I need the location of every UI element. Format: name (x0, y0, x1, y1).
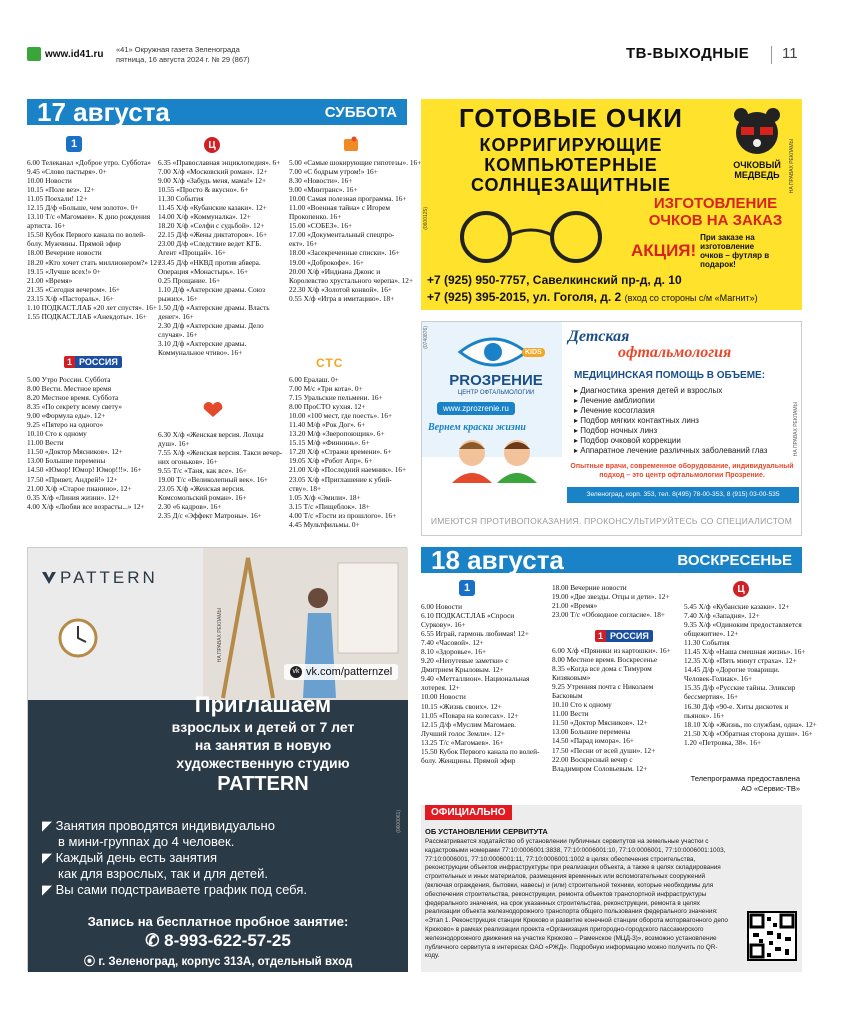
pattern-logo-icon (42, 572, 56, 584)
clinic-ad-disclaimer: НА ПРАВАХ РЕКЛАМЫ (793, 402, 799, 457)
program-line: 21.00 Х/ф «Старое пианино». 12+ (27, 483, 132, 493)
program-line: 18.20 «Кто хочет стать миллионером?» 12+ (27, 257, 162, 267)
clinic-note (570, 462, 794, 480)
sun-tvc-logo (733, 581, 749, 597)
pattern-ad-disclaimer: НА ПРАВАХ РЕКЛАМЫ (217, 608, 223, 663)
program-line: 10.55 «Просто & вкусно». 6+ (158, 185, 249, 195)
program-line: 13.25 Т/с «Магомаев». 16+ (421, 737, 504, 747)
sun-perviy-schedule (421, 602, 545, 765)
program-line: 6.10 ПОДКАСТ.ЛАБ «Спроси (421, 611, 515, 621)
perviy-kanal-logo (66, 136, 82, 152)
invite-line4: художественную студию (176, 755, 350, 771)
clinic-title-1: Детская (568, 328, 630, 345)
program-line: 9.25 «Пятеро на одного» (27, 420, 104, 430)
program-line: 6.55 Играй, гармонь любимая! 12+ (421, 629, 529, 639)
kids-badge: KIDS (522, 348, 545, 357)
program-line: 18.00 Вечерние новости (27, 248, 102, 258)
program-line: Коммунальное чтиво». 16+ (158, 347, 243, 357)
sun-perviy-evening-schedule (552, 583, 680, 619)
program-line: 15.50 Кубок Первого канала по волей- (27, 230, 146, 240)
program-line: 9.00 «Формула еды». 12+ (27, 411, 106, 421)
program-line: 14.45 Д/ф «Дорогие товарищи. (684, 665, 780, 675)
program-line: 3.10 Д/ф «Актерские драмы. (158, 338, 247, 348)
domashniy-heart-icon (202, 402, 224, 418)
program-line: 9.55 Т/с «Таня, как все». 16+ (158, 466, 247, 476)
program-line: 0.55 Х/ф «Игра в имитацию». 18+ (289, 293, 395, 303)
service-item-text: Аппаратное лечение различных заболеваний глаз (580, 446, 768, 455)
tvc-logo-text: Ц (208, 139, 216, 151)
order-text (633, 195, 798, 229)
program-line: 5.00 «Самые шокирующие гипотезы». 16+ (289, 158, 422, 167)
clinic-headline: МЕДИЦИНСКАЯ ПОМОЩЬ В ОБЪЕМЕ: (574, 370, 766, 381)
program-line: 10.00 Самая полезная программа. 16+ (289, 194, 407, 204)
vk-link[interactable] (284, 664, 398, 680)
program-line: бессмертия». 16+ (684, 692, 739, 702)
sun-rossia-logo-number: 1 (595, 630, 606, 642)
feature-text: Занятия проводятся индивидуально (55, 818, 275, 833)
official-title: ОБ УСТАНОВЛЕНИИ СЕРВИТУТА (425, 827, 548, 836)
bear-icon (731, 105, 783, 155)
pattern-cta: Запись на бесплатное пробное занятие: (87, 914, 349, 929)
program-line: 10.10 Сто к одному (27, 429, 87, 439)
program-line: 7.00 М/с «Три кота». 0+ (289, 384, 363, 394)
glasses-ad-line3: СОЛНЦЕЗАЩИТНЫЕ (470, 175, 672, 195)
service-item-text: Диагностика зрения детей и взрослых (580, 386, 723, 395)
invite-line3: на занятия в новую (194, 737, 332, 753)
service-item-text: Лечение амблиопии (580, 396, 655, 405)
sunday-date: 18 августа (431, 544, 564, 575)
program-line: 17.00 «Документальный спецпро- (289, 230, 395, 240)
program-line: 8.35 «Когда все дома с Тимуром (552, 664, 652, 674)
section-title: ТВ-ВЫХОДНЫЕ (626, 45, 750, 62)
feature-text: Вы сами подстраиваете график под себя. (55, 882, 307, 897)
program-line: 8.10 «Здоровье». 16+ (421, 647, 487, 657)
program-line: общежитие». 12+ (684, 629, 739, 639)
program-line: 18.10 Х/ф «Жизнь, по службам, одна». 12+ (684, 719, 817, 729)
program-line: 23.00 Д/ф «Следствие ведет КГБ. (158, 239, 262, 249)
program-line: 8.20 Местное время. Суббота (27, 393, 119, 403)
sun-perviy-logo (459, 580, 475, 596)
program-line: 1.50 Д/ф «Актерские драмы. Власть (158, 302, 270, 312)
invite-line1: Приглашаем (194, 692, 332, 717)
program-line: 18.00 «Засекреченные списки». 16+ (289, 248, 400, 258)
program-line: 14.50 «Юмор! Юмор! Юмор!!!». 16+ (27, 465, 142, 475)
ad-disclaimer: НА ПРАВАХ РЕКЛАМЫ (789, 139, 795, 194)
bear-brand (726, 105, 788, 189)
program-line: Агент «Прощай». 16+ (158, 248, 227, 258)
feature-icon: ◤ (42, 882, 56, 897)
promo-text (700, 233, 802, 269)
ren-tv-icon (343, 136, 359, 152)
program-line: 1.20 «Петровка, 38». 16+ (684, 737, 762, 747)
program-line: 8.00 ПроСТО кухня. 12+ (289, 402, 366, 412)
sun-rossia-logo-text: РОССИЯ (606, 630, 653, 642)
tvc-logo (204, 137, 220, 153)
program-line: 11.45 Х/ф «Кубанские казаки». 12+ (158, 203, 267, 213)
program-line: 17.50 «Песни от всей души». 12+ (552, 745, 656, 755)
program-line: 11.50 «Доктор Мясников». 12+ (27, 447, 123, 457)
program-line: 7.15 Уральские пельмени. 16+ (289, 393, 383, 403)
program-line: 19.00 Т/с «Великолепный век». 16+ (158, 475, 269, 485)
program-line: 10.10 Сто к одному (552, 700, 612, 710)
program-line: 11.05 Поехали! 12+ (27, 194, 88, 204)
service-item-text: Подбор очковой коррекции (580, 436, 681, 445)
program-line: 7.00 Х/ф «Московский роман». 12+ (158, 167, 268, 177)
program-line: 6.00 Телеканал «Доброе утро. Суббота» (27, 158, 151, 167)
tv-credit-line2: АО «Сервис-ТВ» (741, 784, 800, 793)
program-line: 11.45 Х/ф «Наша смешная жизнь». 16+ (684, 647, 806, 657)
program-line: 19.00 «Две звезды. Отцы и дети». 12+ (552, 592, 670, 602)
program-line: 15.50 Кубок Первого канала по волей- (421, 746, 540, 756)
program-line: 19.15 «Лучше всех!» 0+ (27, 266, 101, 276)
newspaper-logo-icon (27, 47, 41, 61)
service-item-text: Подбор ночных линз (580, 426, 658, 435)
clinic-note-2: подход – это центр офтальмологии Прозрение. (599, 472, 765, 479)
program-line: Дмитрием Крыловым. 12+ (421, 665, 504, 675)
program-line: 17.50 «Привет, Андрей!» 12+ (27, 474, 118, 484)
program-line: 19.05 Х/ф «Робот Апр». 6+ (289, 456, 373, 466)
program-line: ект». 16+ (289, 239, 318, 249)
program-line: 11.50 «Доктор Мясников». 12+ (552, 718, 648, 728)
saturday-weekday: СУББОТА (324, 103, 397, 121)
glasses-ad-line2: КОМПЬЮТЕРНЫЕ (484, 155, 658, 175)
program-line: 22.00 Воскресный вечер с (552, 754, 633, 764)
program-line: 1.55 ПОДКАСТ.ЛАБ «Анекдоты». 16+ (27, 311, 147, 321)
service-item-text: Подбор мягких контактных линз (580, 416, 699, 425)
program-line: 21.00 «Время» (27, 275, 73, 285)
program-line: 9.00 «Минтранс». 16+ (289, 185, 358, 195)
ren-tv-logo (343, 136, 359, 152)
program-line: 21.00 «Время» (552, 601, 598, 611)
program-line: 20.00 Х/ф «Индиана Джонс и (289, 266, 381, 276)
official-label: ОФИЦИАЛЬНО (425, 805, 512, 820)
program-line: 13.20 М/ф «Зверопоющик». 6+ (289, 429, 385, 439)
feature-item (42, 818, 392, 834)
program-line: 23.05 Х/ф «Приглашение к убий- (289, 474, 392, 484)
program-line: 7.40 Х/ф «Западня». 12+ (684, 611, 760, 621)
pattern-ad-code: (0600061) (396, 810, 402, 833)
program-line: 17.20 Х/ф «Стражи времени». 6+ (289, 447, 392, 457)
program-line: 6.00 Ералаш. 0+ (289, 375, 339, 384)
invite-line5: PATTERN (217, 773, 309, 795)
feature-text-cont: как для взрослых, так и для детей. (58, 866, 268, 881)
program-line: 5.00 Утро России. Суббота (27, 375, 111, 384)
program-line: 11.30 События (158, 194, 204, 204)
program-line: 2.30 «6 кадров». 16+ (158, 502, 222, 512)
program-line: 2.30 Д/ф «Актерские драмы. Дело (158, 320, 264, 330)
service-item: ▸ Подбор очковой коррекции (574, 436, 681, 445)
program-line: Кизяковым» (552, 673, 591, 683)
promo-text-line1: При заказе на изготовление (700, 233, 755, 251)
order-line2: ОЧКОВ НА ЗАКАЗ (648, 212, 783, 229)
program-line: 10.00 Новости (27, 176, 72, 186)
program-line: 4.00 Х/ф «Любви все возрасты...» 12+ (27, 501, 145, 511)
tv-credit (680, 774, 800, 794)
sun-tvc-schedule (684, 602, 817, 747)
program-line: денег». 16+ (158, 311, 194, 321)
program-line: 11.30 События (684, 638, 730, 648)
clock-icon (58, 618, 98, 658)
qr-code-icon (749, 913, 795, 959)
program-line: 16.30 Д/ф «90-е. Хиты дискотек и (684, 701, 789, 711)
clinic-title-2: офтальмология (618, 344, 732, 361)
program-line: 6.00 Новости (421, 602, 463, 611)
vk-link-text: vk.com/patternzel (306, 666, 393, 678)
clinic-logo-text: PROЗРЕНИЕ (449, 372, 543, 389)
service-item: ▸ Диагностика зрения детей и взрослых (574, 386, 723, 395)
pattern-studio-ad[interactable] (27, 547, 407, 971)
program-line: болу. Мужчины. Прямой эфир (27, 239, 121, 249)
program-line: 6.35 «Православная энциклопедия». 6+ (158, 158, 281, 167)
ctc-logo: СТС (316, 356, 344, 370)
program-line: лотерея. 12+ (421, 683, 460, 693)
pattern-address-row (28, 953, 408, 969)
sun-tvc-logo-text: Ц (737, 583, 745, 595)
sat-tvc-schedule (158, 158, 286, 357)
program-line: 21.35 «Сегодня вечером». 16+ (27, 284, 120, 294)
clinic-slogan: Вернем краски жизни (428, 422, 526, 433)
promo-label: АКЦИЯ! (631, 241, 697, 260)
official-text: Рассматривается ходатайство об установлении публичных сервитутов на земельные участки с кадастровыми номерами 77:10:0006001:3838, 77:10:0006001:10, 77:10:0006001, 77:10:0006001:1003, 77:10:0006001, 77:10:0006001:11, 77:10:0006001:1002 в целях обеспечения строительства, реконструкции объектов инфраструктуры при реализации объекта, а также в целях складирования строительных и иных материалов, размещения временных или вспомогательных сооружений (включая ограждения, бытовки, навесы) и (или) строительной техники, которые необходимы для обеспечения строительства, реконструкции, ремонта объектов транспортной инфраструктуры федерального значения, на срок указанных строительства, реконструкции, ремонта в целях реализации объекта железнодорожного транспорта общего пользования федерального значения: «Этап 1. Реконструкция станции Крюково и развитие конечной станции оборота моторвагонного депо Крюково» в рамках реализации проекта «Организация пригородно-городского пассажирского железнодорожного движения на участке Крюково – Раменское (МЦД-3)», возможно установление публичного сервитута в интересах ОАО «РЖД». Подробную информацию можно получить по QR-коду. (425, 838, 728, 960)
service-item: ▸ Подбор ночных линз (574, 426, 658, 435)
pattern-address: г. Зеленоград, корпус 313А, отдельный вход (98, 956, 353, 968)
program-line: 7.55 Х/ф «Женская версия. Такси вечер- (158, 448, 283, 458)
program-line: 8.00 Местное время. Воскресенье (552, 655, 658, 665)
program-line: ству». 18+ (289, 483, 322, 493)
clinic-warning: ИМЕЮТСЯ ПРОТИВОПОКАЗАНИЯ. ПРОКОНСУЛЬТИРУЙТЕСЬ СО СПЕЦИАЛИСТОМ (430, 516, 793, 526)
program-line: 11.05 «Повара на колесах». 12+ (421, 710, 519, 720)
program-line: 13.00 Большие перемены (552, 727, 631, 737)
rossia-logo-text: РОССИЯ (75, 356, 122, 368)
sunday-band (421, 544, 802, 575)
program-line: 14.50 «Парад юмора». 16+ (552, 736, 635, 746)
program-line: Комсомольский роман». 16+ (158, 493, 247, 503)
program-line: 22.15 Д/ф «Жены диктаторов». 16+ (158, 230, 268, 240)
contact-line2 (427, 290, 758, 304)
program-line: 14.00 Х/ф «Коммуналка». 12+ (158, 212, 251, 222)
program-line: них огоньков». 16+ (158, 457, 218, 467)
program-line: 23.05 Х/ф «Женская версия. (158, 484, 245, 494)
program-line: 12.15 Д/ф «Муслим Магомаев. (421, 719, 516, 729)
program-line: 10.15 «Поле вез». 12+ (27, 185, 95, 195)
ad-code: (0600125) (423, 207, 429, 230)
program-line: Владимиром Соловьевым. 12+ (552, 763, 648, 773)
program-line: 8.35 «По секрету всему свету» (27, 402, 123, 412)
sat-rossia-schedule (27, 375, 155, 511)
qr-code[interactable] (747, 911, 797, 961)
phone-icon: ✆ (145, 931, 165, 950)
children-photo-icon (442, 437, 552, 483)
pattern-features (42, 818, 392, 898)
eye-logo-icon (458, 332, 528, 372)
program-line: Лучший голос Земли». 12+ (421, 728, 506, 738)
program-line: 23.45 Д/ф «НКВД против абвера. (158, 257, 261, 267)
location-pin-icon: ⦿ (83, 956, 99, 968)
clinic-url[interactable]: www.zprozrenie.ru (437, 402, 515, 415)
perviy-logo-text: 1 (70, 138, 78, 150)
rossia-logo (64, 356, 122, 368)
feature-icon: ◤ (42, 850, 56, 865)
glasses-ad[interactable] (421, 99, 802, 310)
program-line: 10.00 «100 мест, где поесть». 16+ (289, 411, 393, 421)
program-line: 15.35 Д/ф «Русские тайны. Эликсир (684, 683, 796, 693)
program-line: 11.00 «Военная тайна» с Игорем (289, 203, 391, 213)
sat-ctc-schedule (289, 375, 407, 529)
program-line: 9.00 Х/ф «Забудь меня, мама!» 12+ (158, 176, 267, 186)
program-line: 18.00 Вечерние новости (552, 583, 627, 592)
program-line: Прокопенко. 16+ (289, 212, 342, 222)
program-line: артиста. 16+ (27, 221, 66, 231)
sat-domashniy-schedule (158, 430, 286, 520)
program-line: 8.30 «Новости». 16+ (289, 176, 353, 186)
tv-credit-line1: Телепрограмма предоставлена (690, 774, 800, 783)
pattern-ad-content (28, 692, 408, 972)
paper-info (116, 45, 250, 65)
feature-item (42, 850, 392, 866)
clinic-services (574, 386, 767, 456)
program-line: 4.00 Т/с «Гости из прошлого». 16+ (289, 510, 397, 520)
program-line: 15.00 «СОБЕЗ». 16+ (289, 221, 353, 231)
program-line: 23.00 Т/с «Обоюдное согласие». 18+ (552, 610, 666, 620)
clinic-note-1: Опытные врачи, современное оборудование, индивидуальный (570, 463, 794, 470)
program-line: 21.50 Х/ф «Обратная сторона души». 16+ (684, 728, 813, 738)
bear-brand-line2: МЕДВЕДЬ (734, 170, 780, 180)
program-line: 11.00 Вести (27, 438, 64, 448)
feature-item (42, 882, 392, 898)
program-line: 10.00 Новости (421, 692, 466, 702)
program-line: 9.25 Утренняя почта с Николаем (552, 682, 654, 692)
domashniy-logo (202, 402, 224, 418)
pattern-brand-text: PATTERN (60, 568, 158, 587)
glasses-ad-title: ГОТОВЫЕ ОЧКИ (459, 103, 683, 133)
program-line: 8.00 Вести. Местное время (27, 384, 112, 394)
order-line1: ИЗГОТОВЛЕНИЕ (653, 195, 778, 212)
contact-line1 (427, 273, 682, 287)
program-line: рыжих». 16+ (158, 293, 198, 303)
pattern-phone-row (28, 931, 408, 951)
clinic-ad[interactable] (421, 321, 802, 536)
service-item-text: Лечение косоглазия (580, 406, 655, 415)
paper-issue: пятница, 16 августа 2024 г. № 29 (867) (116, 55, 250, 64)
program-line: 18.20 Х/ф «Селфи с судьбой». 12+ (158, 221, 265, 231)
phone-2[interactable]: +7 (925) 395-2015, (427, 290, 530, 304)
glasses-icon (441, 207, 621, 267)
site-url[interactable]: www.id41.ru (45, 49, 104, 60)
program-line: 12.35 Х/ф «Пять минут страха». 12+ (684, 656, 797, 666)
program-line: 7.00 «С бодрым утром!» 16+ (289, 167, 378, 177)
promo-text-line2: очков – футляр в подарок! (700, 251, 770, 269)
address-2: ул. Гоголя, д. 2 (532, 290, 622, 304)
program-line: 7.40 «Часовой». 12+ (421, 638, 484, 648)
service-item: ▸ Лечение амблиопии (574, 396, 655, 405)
program-line: Королевство хрустального черепа». 12+ (289, 275, 414, 285)
saturday-date: 17 августа (37, 96, 170, 127)
program-line: 0.25 Прощание. 16+ (158, 275, 221, 285)
program-line: 11.40 М/ф «Рок Дог». 6+ (289, 420, 366, 430)
program-line: 5.45 Х/ф «Кубанские казаки». 12+ (684, 602, 790, 611)
program-line: Басковым (552, 691, 583, 701)
program-line: Сурковy». 16+ (421, 620, 466, 630)
clinic-logo-sub: ЦЕНТР ОФТАЛЬМОЛОГИИ (457, 390, 535, 396)
paper-title: «41» Окружная газета Зеленограда (116, 45, 240, 54)
program-line: 15.15 М/ф «Финнинь». 6+ (289, 438, 370, 448)
program-line: 3.15 Т/с «Пищеблок». 18+ (289, 501, 370, 511)
program-line: 9.20 «Непутевые заметки» с (421, 656, 509, 666)
feature-text-cont: в мини-группах до 4 человек. (58, 834, 235, 849)
program-line: Операция «Монастырь». 16+ (158, 266, 249, 276)
program-line: 4.45 Мультфильмы. 0+ (289, 519, 360, 529)
program-line: пьянок». 16+ (684, 710, 725, 720)
program-line: 23.15 Х/ф «Пастораль». 16+ (27, 293, 114, 303)
program-line: 11.00 Вести (552, 709, 589, 719)
program-line: 13.10 Т/с «Магомаев». К дню рождения (27, 212, 151, 222)
program-line: 12.15 Д/ф «Больше, чем золото». 0+ (27, 203, 139, 213)
program-line: душ». 16+ (158, 439, 190, 449)
glasses-ad-line1: КОРРИГИРУЮЩИЕ (479, 135, 663, 155)
service-item: ▸ Аппаратное лечение различных заболеваний глаз (574, 446, 768, 455)
feature-icon: ◤ (42, 818, 56, 833)
invite-line2: взрослых и детей от 7 лет (171, 719, 355, 735)
sunday-weekday: ВОСКРЕСЕНЬЕ (677, 551, 792, 569)
clinic-address: Зеленоград, корп. 353, тел. 8(495) 78-00-353, 8 (915) 03-00-535 (567, 487, 799, 503)
sun-rossia-logo (595, 630, 653, 642)
program-line: 2.35 Д/с «Эффект Матроны». 16+ (158, 511, 262, 521)
program-line: 10.15 «Жизнь своих». 12+ (421, 701, 502, 711)
service-item: ▸ Лечение косоглазия (574, 406, 655, 415)
program-line: 1.10 ПОДКАСТ.ЛАБ «20 лет спустя». 16+ (27, 302, 158, 312)
feature-text: Каждый день есть занятия (55, 850, 218, 865)
pattern-brand (42, 568, 158, 588)
program-line: 6.00 Х/ф «Пряники из картошки». 16+ (552, 646, 671, 655)
program-line: 1.05 Х/ф «Эмили». 18+ (289, 492, 361, 502)
program-line: 9.45 «Слово пастыря». 0+ (27, 167, 107, 177)
program-line: 9.35 Х/ф «Одиноким предоставляется (684, 620, 802, 630)
program-line: болу. Женщины. Прямой эфир (421, 755, 516, 765)
service-item: ▸ Подбор мягких контактных линз (574, 416, 699, 425)
pattern-invite (128, 692, 398, 796)
program-line: Человек-Голиак». 16+ (684, 674, 753, 684)
program-line: случая». 16+ (158, 329, 198, 339)
header-divider (771, 46, 772, 64)
sun-rossia-schedule (552, 646, 680, 773)
pattern-phone[interactable]: 8-993-622-57-25 (164, 931, 291, 950)
program-line: 1.10 Д/ф «Актерские драмы. Союз (158, 284, 265, 294)
sun-perviy-logo-text: 1 (463, 582, 471, 594)
program-line: 19.00 «Доброкофе». 16+ (289, 257, 365, 267)
saturday-band (27, 96, 407, 127)
address-1: Савелкинский пр-д, д. 10 (532, 273, 682, 287)
program-line: 21.00 Х/ф «Последний наемник». 16+ (289, 465, 407, 475)
program-line: 13.00 Большие перемены (27, 456, 106, 466)
clinic-ad-code: (0740876) (423, 326, 429, 349)
sat-perviy-schedule (27, 158, 162, 321)
program-line: 9.40 «Метталлион». Национальная (421, 674, 530, 684)
program-line: 6.30 Х/ф «Женская версия. Лохцы (158, 430, 264, 439)
program-line: 22.30 Х/ф «Золотой конвой». 16+ (289, 284, 392, 294)
promo-block (631, 233, 802, 269)
bear-brand-line1: ОЧКОВЫЙ (733, 160, 781, 170)
page-number: 11 (782, 45, 798, 62)
sat-ren-schedule (289, 158, 422, 303)
vk-icon: vk (290, 666, 302, 678)
phone-1[interactable]: +7 (925) 950-7757, (427, 273, 530, 287)
program-line: 0.35 Х/ф «Линия жизни». 12+ (27, 492, 120, 502)
address-2-note: (вход со стороны с/м «Магнит») (624, 293, 758, 303)
rossia-logo-number: 1 (64, 356, 75, 368)
